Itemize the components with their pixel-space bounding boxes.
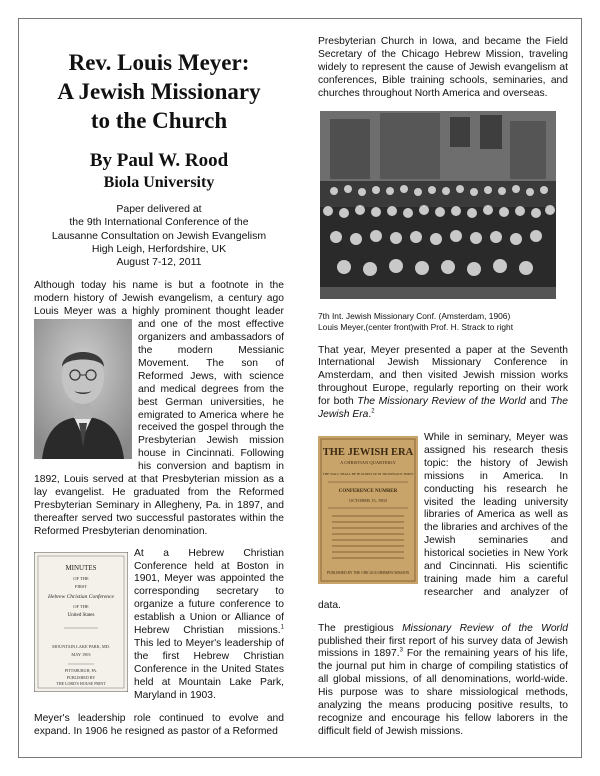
minutes-line: THE LORD'S HOUSE PRINT bbox=[56, 680, 106, 686]
paragraph-seminary bbox=[318, 432, 568, 613]
jewish-era-footer: PUBLISHED BY THE CHICAGO HEBREW MISSION bbox=[326, 570, 410, 575]
paper-info-line: Lausanne Consultation on Jewish Evangelism bbox=[51, 229, 267, 242]
review-text-after: For the remaining years of his life, the journal put him in charge of compiling statistics of all global missions, of all denominations, world-wide. His purpose was to share missiological methods, analyzing the means producing positive results, to recognize and encourage his fellow laborers in the difficult field of Jewish missions. bbox=[318, 648, 568, 737]
minutes-line: United States bbox=[67, 612, 95, 618]
amsterdam-and: and bbox=[525, 396, 551, 408]
title-line: Rev. Louis Meyer: bbox=[68, 50, 250, 75]
portrait-photo bbox=[34, 319, 132, 459]
right-column bbox=[318, 36, 568, 739]
jewish-era-date: OCTOBER 15, 1903 bbox=[349, 497, 387, 503]
minutes-line: Hebrew Christian Conference bbox=[48, 593, 114, 600]
photo-caption bbox=[318, 311, 568, 333]
jewish-era-title: THE JEWISH ERA bbox=[322, 446, 414, 458]
caption-line: 7th Int. Jewish Missionary Conf. (Amsterdam, 1906) bbox=[318, 310, 511, 321]
amsterdam-text: That year, Meyer presented a paper at the Seventh International Jewish Missionary Conference in Amsterdam, and then visited Jewish mission works throughout Europe, regularly reporting on their work for both bbox=[318, 344, 568, 408]
paragraph-leadership-cont: Presbyterian Church in Iowa, and became the Field Secretary of the Chicago Hebrew Mission, traveling widely to represent the cause of Jewish evangelism at conferences, Bible training schools, seminaries, and churches throughout North America and overseas. bbox=[318, 36, 568, 99]
journal-title: Missionary Review of the World bbox=[402, 622, 568, 634]
minutes-line: OF THE bbox=[73, 603, 89, 609]
paper-info-line: Paper delivered at bbox=[116, 203, 202, 215]
title-line: A Jewish Missionary bbox=[57, 79, 261, 104]
article-title bbox=[34, 48, 284, 135]
paragraph-conference bbox=[34, 548, 284, 703]
conference-group-photo bbox=[320, 111, 556, 299]
minutes-line: MOUNTAIN LAKE PARK, MD. bbox=[52, 643, 110, 649]
footnote-ref: 1 bbox=[280, 624, 284, 631]
author-affiliation: Biola University bbox=[103, 174, 215, 191]
jewish-era-motto: THE WALL SHALL BE BUILDED UP IN TROUBLOUS TIMES bbox=[322, 471, 414, 476]
jewish-era-cover-image bbox=[318, 436, 418, 584]
conference-text-after: This led to Meyer's leadership of the first Hebrew Christian Conference in the United States held at Mountain Lake Park, Maryland in 1903. bbox=[134, 637, 284, 701]
jewish-era-number: CONFERENCE NUMBER bbox=[338, 488, 398, 494]
conference-text: At a Hebrew Christian Conference held at Boston in 1901, Meyer was appointed the corresponding secretary to organize a future conference to establish a Union or Alliance of Hebrew Christian missions. bbox=[134, 547, 284, 637]
paper-info-line: High Leigh, Herfordshire, UK bbox=[91, 242, 227, 255]
minutes-line: MAY 1903 bbox=[71, 651, 91, 657]
paper-info bbox=[34, 203, 284, 269]
paragraph-leadership: Meyer's leadership role continued to evolve and expand. In 1906 he resigned as pastor of a Reformed bbox=[34, 713, 284, 738]
intro-text-c: at that Presbyterian mission as a lay evangelist. He graduated from the Reformed Presbyterian Seminary in Allegheny, Pa. in 1897, and thereafter served two successful pastorates within the Reformed Presbyterian denomination. bbox=[34, 474, 284, 537]
minutes-line: MINUTES bbox=[65, 563, 97, 572]
paragraph-amsterdam bbox=[318, 345, 568, 422]
minutes-line: PUBLISHED BY bbox=[66, 674, 96, 680]
left-column bbox=[34, 48, 284, 739]
paragraph-review bbox=[318, 623, 568, 739]
minutes-line: OF THE bbox=[73, 575, 89, 581]
journal-title: The Missionary Review of the World bbox=[357, 396, 526, 408]
jewish-era-subtitle: A CHRISTIAN QUARTERLY bbox=[340, 459, 396, 465]
intro-text-a: Although today his name is but a footnote in the modern history of Jewish evangelism, a century ago Louis Meyer was a highly prominent thought leader bbox=[34, 280, 284, 318]
review-text-start: The prestigious bbox=[318, 622, 403, 634]
minutes-cover-image bbox=[34, 552, 128, 692]
amsterdam-end: . bbox=[368, 409, 372, 421]
seminary-text: While in seminary, Meyer was assigned his research thesis topic: the history of Jewish missions in America. In conducting his research he visited the leading university libraries of America as well as the libraries and archives of the Jewish seminaries and historical societies in New York and Cincinnati. His scientific training made him a careful researcher and analyzer of data. bbox=[318, 431, 568, 611]
title-line: to the Church bbox=[90, 108, 228, 133]
minutes-line: PITTSBURGH, PA. bbox=[64, 667, 98, 673]
footnote-ref: 3 bbox=[399, 648, 403, 655]
review-text: published their first report of his survey data of Jewish missions in 1897. bbox=[318, 635, 568, 660]
paper-info-line: the 9th International Conference of the bbox=[69, 216, 249, 229]
paragraph-intro bbox=[34, 280, 284, 538]
author-name: By Paul W. Rood bbox=[89, 150, 229, 171]
journal-title: The Jewish Era bbox=[318, 396, 568, 421]
footnote-ref: 2 bbox=[371, 408, 375, 415]
intro-text-b: and one of the most effective organizers and ambassadors of the modern Messianic Movement. The son of Reformed Jews, with science and medical degrees from the best German universities, he emigrated to America where he received the gospel through the Presbyterian Jewish mission house in Cincinnati. Following his conversion and baptism in 1892, Louis served bbox=[34, 319, 284, 486]
paper-info-line: August 7-12, 2011 bbox=[116, 256, 202, 269]
minutes-line: FIRST bbox=[74, 583, 88, 589]
caption-line: Louis Meyer,(center front)with Prof. H. Strack to right bbox=[318, 321, 514, 332]
